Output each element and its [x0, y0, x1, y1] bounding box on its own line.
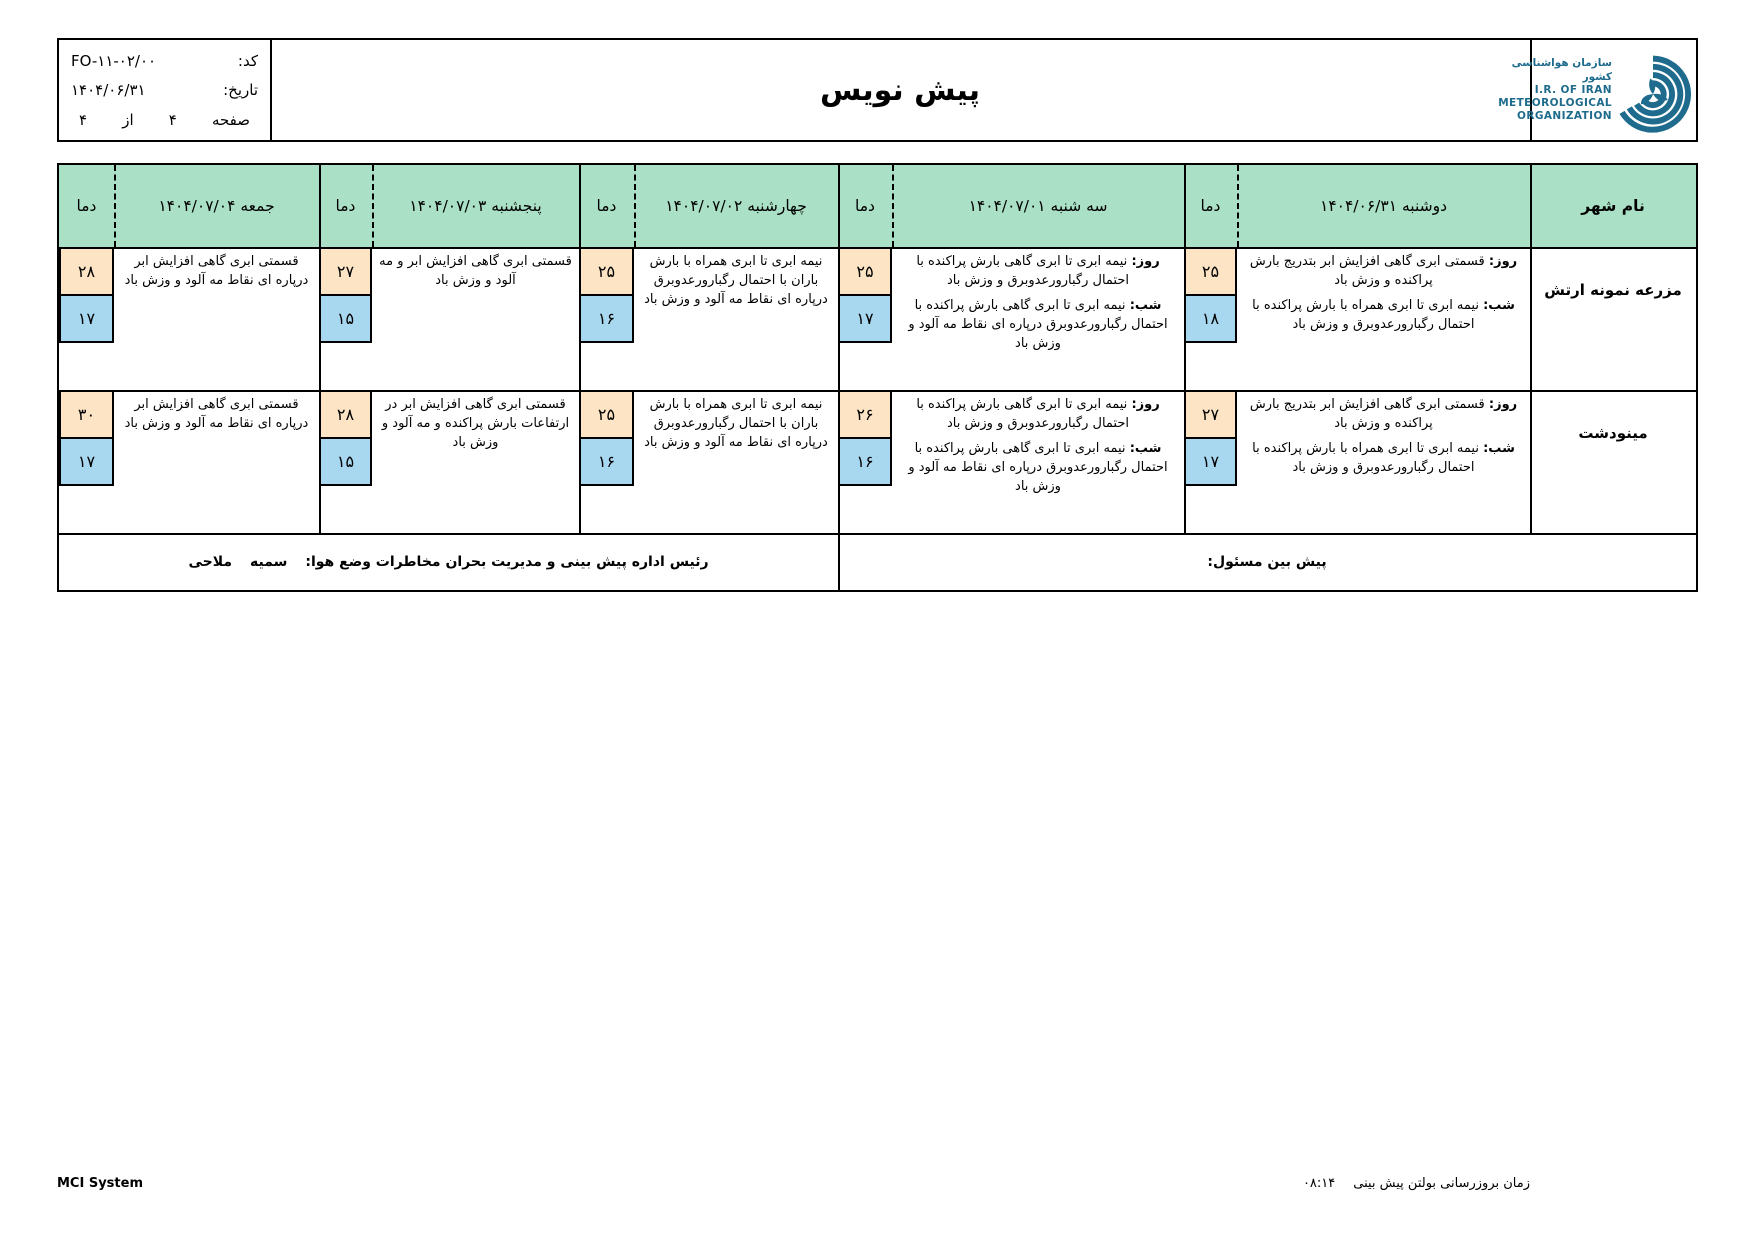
- date-value: ۱۴۰۴/۰۶/۳۱: [71, 81, 146, 99]
- responsible-forecaster-cell: [838, 533, 1696, 590]
- forecast-cell-wednesday: [634, 390, 838, 533]
- title-cell: [270, 40, 1530, 140]
- department-head-cell: [59, 533, 838, 590]
- temp-strip: [1184, 247, 1237, 390]
- dashed-divider: [892, 165, 894, 247]
- day-forecast: قسمتی ابری گاهی افزایش ابر بتدریج بارش پراکنده و وزش باد: [1249, 254, 1485, 288]
- temp-max: ۲۵: [579, 390, 634, 439]
- temp-max: ۲۶: [838, 390, 892, 439]
- temp-max: ۳۰: [59, 390, 114, 439]
- forecast-cell-thursday: [372, 247, 579, 390]
- dashed-divider: [634, 165, 636, 247]
- forecast-text: قسمتی ابری گاهی افزایش ابر درپاره ای نقاط مه آلود و وزش باد: [124, 397, 309, 431]
- temp-min: ۱۷: [838, 294, 892, 343]
- document-meta: [59, 40, 270, 140]
- logo-text: [1498, 56, 1612, 123]
- forecast-table: [57, 163, 1698, 592]
- dashed-divider: [1237, 165, 1239, 247]
- temp-strip: [838, 247, 892, 390]
- night-forecast: نیمه ابری تا ابری همراه با بارش پراکنده با احتمال رگبارورعدوبرق و وزش باد: [1252, 298, 1479, 332]
- day-label: روز:: [1488, 397, 1518, 412]
- temp-min: ۱۵: [319, 294, 372, 343]
- page-of-word: از: [122, 110, 134, 129]
- forecaster-last-name: ملاحی: [188, 553, 233, 570]
- document-header-box: [57, 38, 1698, 142]
- forecast-cell-tuesday: [892, 390, 1184, 533]
- date-line: [59, 81, 270, 99]
- city-name: مزرعه نمونه ارتش: [1544, 281, 1682, 299]
- temp-max: ۲۵: [1184, 247, 1237, 296]
- temp-min: ۱۷: [59, 437, 114, 486]
- column-header-temp: دما: [1200, 197, 1221, 215]
- temp-max: ۲۸: [319, 390, 372, 439]
- night-label: شب:: [1129, 298, 1162, 313]
- night-label: شب:: [1483, 441, 1515, 456]
- page-label: صفحه: [211, 110, 250, 129]
- dashed-divider: [114, 165, 116, 247]
- responsible-forecaster-label: پیش بین مسئول:: [1207, 553, 1327, 570]
- temp-min: ۱۶: [838, 437, 892, 486]
- day-forecast: نیمه ابری تا ابری گاهی بارش پراکنده با احتمال رگبارورعدوبرق و وزش باد: [916, 397, 1129, 431]
- dashed-divider: [372, 165, 374, 247]
- column-header-temp: دما: [76, 197, 97, 215]
- forecast-text: قسمتی ابری گاهی افزایش ابر در ارتفاعات بارش پراکنده و مه آلود و وزش باد: [381, 397, 570, 450]
- update-time-value: ۰۸:۱۴: [1302, 1176, 1336, 1191]
- night-label: شب:: [1483, 298, 1515, 313]
- forecast-cell-tuesday: [892, 247, 1184, 390]
- temp-min: ۱۸: [1184, 294, 1237, 343]
- temp-strip: [838, 390, 892, 533]
- column-header-thursday: پنجشنبه ۱۴۰۴/۰۷/۰۳: [409, 197, 542, 215]
- temp-min: ۱۶: [579, 294, 634, 343]
- temp-min: ۱۵: [319, 437, 372, 486]
- forecast-text: قسمتی ابری گاهی افزایش ابر درپاره ای نقاط مه آلود و وزش باد: [124, 254, 309, 288]
- temp-max: ۲۸: [59, 247, 114, 296]
- city-name: مینودشت: [1578, 424, 1648, 442]
- column-header-monday: دوشنبه ۱۴۰۴/۰۶/۳۱: [1320, 197, 1448, 215]
- forecast-cell-thursday: [372, 390, 579, 533]
- temp-max: ۲۵: [579, 247, 634, 296]
- column-header-temp: دما: [335, 197, 356, 215]
- forecast-text: قسمتی ابری گاهی افزایش ابر و مه آلود و وزش باد: [379, 254, 572, 288]
- temp-strip: [319, 390, 372, 533]
- temp-max: ۲۷: [1184, 390, 1237, 439]
- code-value: FO-۱۱-۰۲/۰۰: [71, 51, 157, 70]
- date-label: تاریخ:: [223, 81, 258, 99]
- day-forecast: قسمتی ابری گاهی افزایش ابر بتدریج بارش پراکنده و وزش باد: [1249, 397, 1485, 431]
- day-label: روز:: [1131, 254, 1160, 269]
- column-header-temp: دما: [855, 197, 875, 215]
- organization-logo: [1498, 40, 1700, 140]
- temp-strip: [1184, 390, 1237, 533]
- column-header-wednesday: چهارشنبه ۱۴۰۴/۰۷/۰۲: [665, 197, 807, 215]
- code-line: [59, 52, 270, 70]
- night-forecast: نیمه ابری تا ابری گاهی بارش پراکنده با احتمال رگبارورعدوبرق درپاره ای نقاط مه آلود و وزش باد: [908, 298, 1168, 351]
- day-label: روز:: [1488, 254, 1518, 269]
- temp-strip: [579, 247, 634, 390]
- temp-strip: [579, 390, 634, 533]
- night-label: شب:: [1129, 441, 1162, 456]
- page-line: [59, 111, 270, 129]
- temp-min: ۱۶: [579, 437, 634, 486]
- day-label: روز:: [1131, 397, 1160, 412]
- column-header-friday: جمعه ۱۴۰۴/۰۷/۰۴: [158, 197, 275, 215]
- bulletin-update-time: [1303, 1176, 1530, 1191]
- logo-text-en2: METEOROLOGICAL: [1498, 97, 1612, 109]
- forecast-text: نیمه ابری تا ابری همراه با بارش باران با احتمال رگبارورعدوبرق درپاره ای نقاط مه آلود و وزش باد: [644, 254, 828, 307]
- night-forecast: نیمه ابری تا ابری همراه با بارش پراکنده با احتمال رگبارورعدوبرق و وزش باد: [1252, 441, 1479, 475]
- temp-strip: [59, 247, 114, 390]
- temp-min: ۱۷: [59, 294, 114, 343]
- night-forecast: نیمه ابری تا ابری گاهی بارش پراکنده با احتمال رگبارورعدوبرق درپاره ای نقاط مه آلود و وزش باد: [908, 441, 1168, 494]
- code-label: کد:: [237, 51, 258, 70]
- temp-max: ۲۷: [319, 247, 372, 296]
- column-header-tuesday: سه شنبه ۱۴۰۴/۰۷/۰۱: [968, 197, 1108, 215]
- page-number: ۴: [168, 110, 177, 129]
- column-header-temp: دما: [596, 197, 617, 215]
- temp-strip: [59, 390, 114, 533]
- forecast-cell-monday: [1237, 247, 1530, 390]
- forecaster-first-name: سمیه: [250, 553, 288, 570]
- forecast-cell-monday: [1237, 390, 1530, 533]
- logo-text-en3: ORGANIZATION: [1517, 110, 1612, 122]
- department-head-label: رئیس اداره پیش بینی و مدیریت بحران مخاطرات وضع هوا:: [305, 553, 709, 570]
- logo-text-en1: I.R. OF IRAN: [1534, 84, 1612, 96]
- page-title: پیش نویس: [819, 72, 981, 108]
- temp-strip: [319, 247, 372, 390]
- page-total: ۴: [79, 110, 88, 129]
- forecast-cell-friday: [114, 247, 319, 390]
- logo-text-fa: سازمان هواشناسی کشور: [1511, 57, 1612, 83]
- temp-min: ۱۷: [1184, 437, 1237, 486]
- update-time-label: زمان بروزرسانی بولتن پیش بینی: [1353, 1176, 1530, 1191]
- column-header-city: نام شهر: [1581, 197, 1645, 215]
- forecast-cell-wednesday: [634, 247, 838, 390]
- forecast-cell-friday: [114, 390, 319, 533]
- meteorology-spiral-icon: [1612, 50, 1694, 142]
- day-forecast: نیمه ابری تا ابری گاهی بارش پراکنده با احتمال رگبارورعدوبرق و وزش باد: [916, 254, 1129, 288]
- forecast-text: نیمه ابری تا ابری همراه با بارش باران با احتمال رگبارورعدوبرق درپاره ای نقاط مه آلود و وزش باد: [644, 397, 828, 450]
- temp-max: ۲۵: [838, 247, 892, 296]
- system-name: MCI System: [57, 1176, 143, 1191]
